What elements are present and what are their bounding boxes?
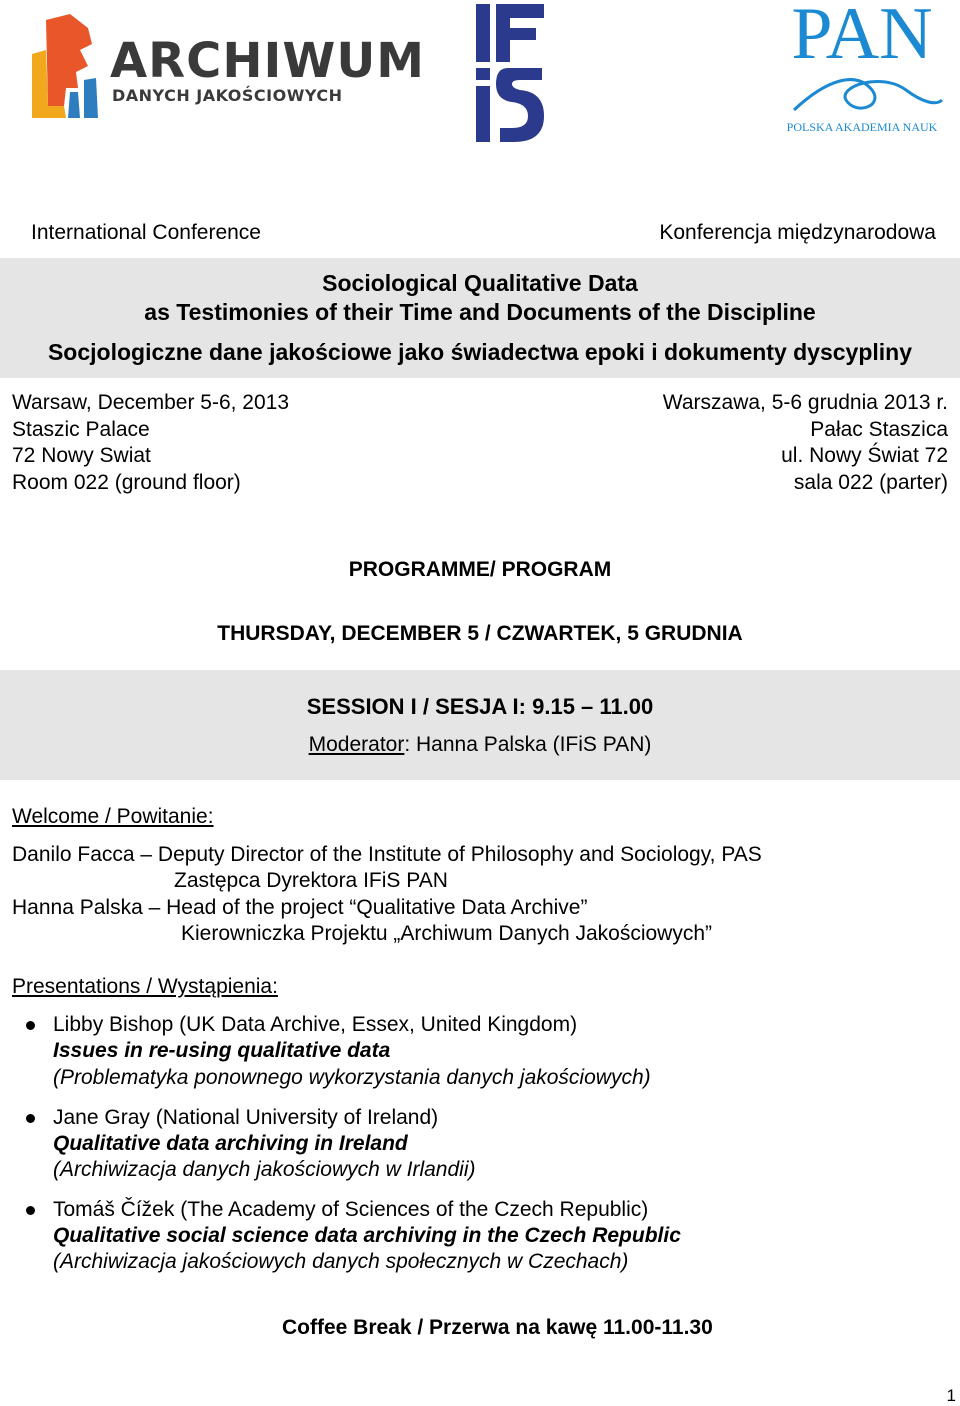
welcome-line2: Zastępca Dyrektora IFiS PAN xyxy=(174,869,448,892)
header-right: Konferencja międzynarodowa xyxy=(659,221,936,244)
venue-en-room: Room 022 (ground floor) xyxy=(12,471,241,494)
header-left: International Conference xyxy=(31,221,261,244)
archiwum-logo-line2: DANYCH JAKOŚCIOWYCH xyxy=(112,86,343,105)
pan-logo xyxy=(776,0,948,140)
bullet-icon xyxy=(26,1021,35,1030)
venue-en-address: 72 Nowy Swiat xyxy=(12,444,151,467)
presentation-speaker: Libby Bishop (UK Data Archive, Essex, United Kingdom) xyxy=(53,1013,578,1036)
ifis-logo-text xyxy=(474,4,475,5)
venue-pl-room: sala 022 (parter) xyxy=(793,471,948,494)
presentation-speaker: Tomáš Čížek (The Academy of Sciences of the Czech Republic) xyxy=(53,1198,649,1221)
venue-pl-place: Pałac Staszica xyxy=(810,418,948,441)
pan-logo-subtitle: POLSKA AKADEMIA NAUK xyxy=(786,120,938,134)
presentations-heading: Presentations / Wystąpienia: xyxy=(12,975,278,998)
presentation-translation: (Archiwizacja jakościowych danych społecznych w Czechach) xyxy=(53,1250,629,1273)
title-line3: Socjologiczne dane jakościowe jako świadectwa epoki i dokumenty dyscypliny xyxy=(47,339,913,365)
venue-pl-address: ul. Nowy Świat 72 xyxy=(781,444,948,467)
title-line2: as Testimonies of their Time and Documents of the Discipline xyxy=(144,299,816,325)
welcome-heading: Welcome / Powitanie: xyxy=(12,805,214,828)
programme-heading: PROGRAMME/ PROGRAM xyxy=(348,558,612,581)
bullet-icon xyxy=(26,1206,35,1215)
day-heading: THURSDAY, DECEMBER 5 / CZWARTEK, 5 GRUDNIA xyxy=(217,622,743,645)
coffee-break: Coffee Break / Przerwa na kawę 11.00-11.30 xyxy=(282,1316,713,1339)
title-line1: Sociological Qualitative Data xyxy=(322,270,638,296)
ifis-logo xyxy=(474,4,546,142)
venue-en-place: Staszic Palace xyxy=(12,418,150,441)
welcome-line1: Danilo Facca – Deputy Director of the Institute of Philosophy and Sociology, PAS xyxy=(12,843,762,866)
pan-logo-swirl-icon xyxy=(786,60,946,120)
session-moderator xyxy=(0,733,960,757)
presentation-speaker: Jane Gray (National University of Ireland) xyxy=(53,1106,439,1129)
welcome-line4: Kierowniczka Projektu „Archiwum Danych Jakościowych” xyxy=(181,922,713,945)
archiwum-logo-mark-icon xyxy=(30,14,100,118)
session-title: SESSION I / SESJA I: 9.15 – 11.00 xyxy=(306,694,654,719)
page-number: 1 xyxy=(946,1386,956,1405)
presentation-translation: (Problematyka ponownego wykorzystania danych jakościowych) xyxy=(53,1066,651,1089)
archiwum-logo-line1: ARCHIWUM xyxy=(110,33,426,89)
archiwum-logo xyxy=(30,14,426,119)
venue-pl-date: Warszawa, 5-6 grudnia 2013 r. xyxy=(662,391,948,414)
presentation-title: Qualitative social science data archiving in the Czech Republic xyxy=(53,1224,681,1247)
bullet-icon xyxy=(26,1114,35,1123)
presentation-translation: (Archiwizacja danych jakościowych w Irlandii) xyxy=(53,1158,476,1181)
welcome-line3: Hanna Palska – Head of the project “Qualitative Data Archive” xyxy=(12,896,588,919)
moderator-name: : Hanna Palska (IFiS PAN) xyxy=(404,733,652,756)
session-band xyxy=(0,670,960,780)
pan-logo-text: PAN xyxy=(791,0,933,75)
presentation-title: Qualitative data archiving in Ireland xyxy=(53,1132,408,1155)
moderator-label: Moderator xyxy=(308,733,405,756)
presentation-title: Issues in re-using qualitative data xyxy=(53,1039,391,1062)
ifis-logo-mark-icon xyxy=(474,4,546,142)
venue-en-date: Warsaw, December 5-6, 2013 xyxy=(12,391,290,414)
